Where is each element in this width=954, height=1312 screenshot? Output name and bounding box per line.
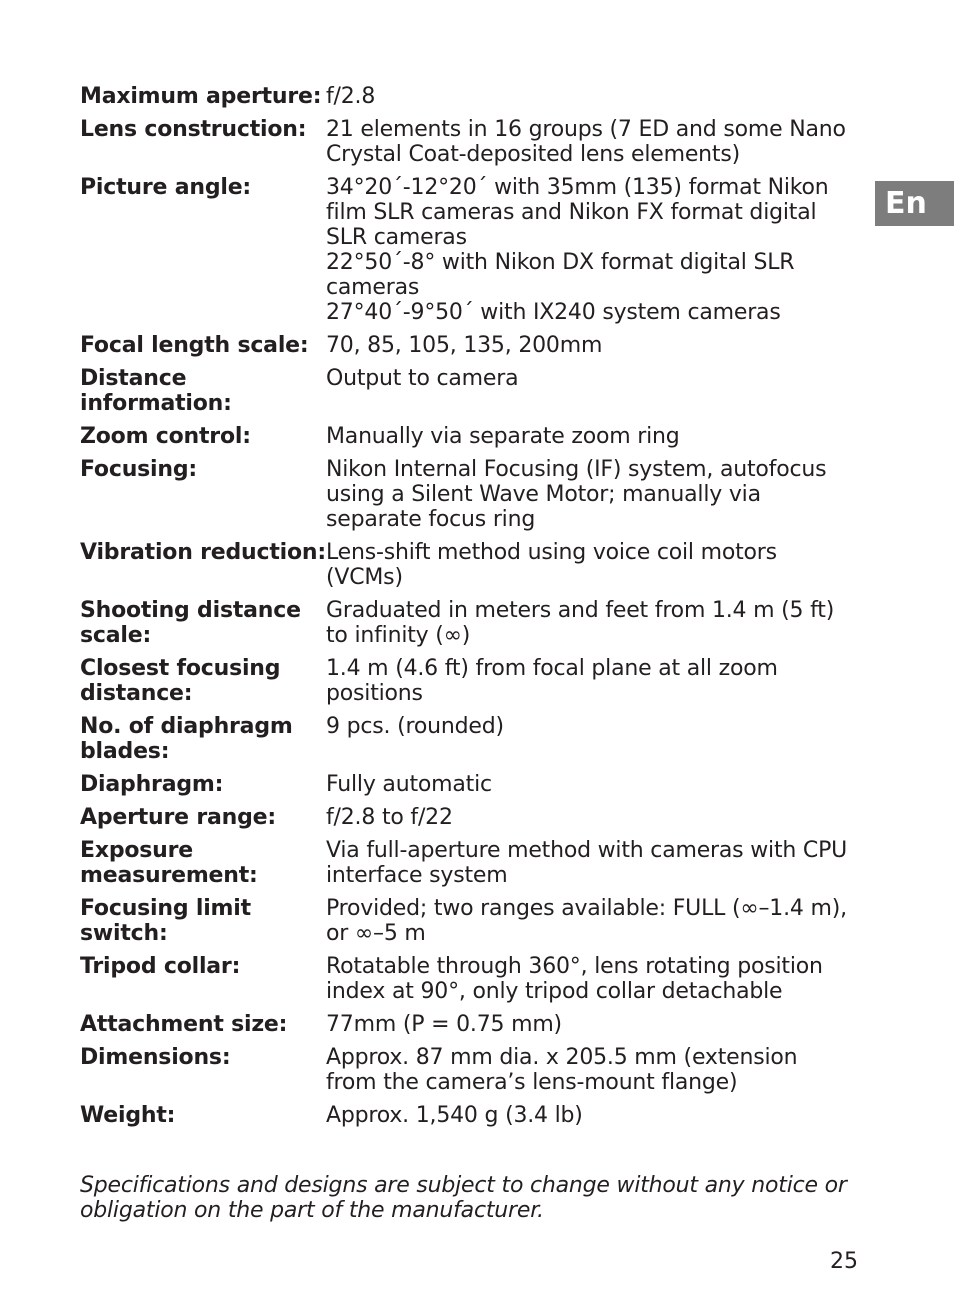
spec-value (326, 954, 850, 1012)
spec-value (326, 896, 850, 954)
spec-value (326, 714, 850, 772)
spec-value (326, 366, 850, 424)
spec-row (80, 656, 850, 714)
spec-row (80, 1103, 850, 1136)
spec-row (80, 333, 850, 366)
spec-row (80, 805, 850, 838)
spec-value (326, 333, 850, 366)
spec-value-line: 77mm (P = 0.75 mm) (326, 1012, 562, 1037)
spec-label: Attachment size: (80, 1012, 288, 1037)
spec-label: Aperture range: (80, 805, 276, 830)
disclaimer-note: Specifications and designs are subject to change without any notice or obligation on the part of the manufacturer. (80, 1173, 847, 1223)
spec-row (80, 838, 850, 896)
spec-row (80, 954, 850, 1012)
spec-label: Distance information: (80, 366, 232, 416)
spec-label: Shooting distance scale: (80, 598, 301, 648)
spec-value-line: Via full-aperture method with cameras with CPU interface system (326, 838, 848, 888)
spec-value (326, 84, 850, 117)
spec-value-line: Approx. 87 mm dia. x 205.5 mm (extension from the camera’s lens-mount flange) (326, 1045, 798, 1095)
spec-value-line: f/2.8 to f/22 (326, 805, 453, 830)
spec-row (80, 896, 850, 954)
spec-value-line: Fully automatic (326, 772, 492, 797)
spec-value (326, 598, 850, 656)
specifications-table (80, 84, 850, 1136)
spec-row (80, 424, 850, 457)
spec-value (326, 457, 850, 540)
spec-value-line: Approx. 1,540 g (3.4 lb) (326, 1103, 583, 1128)
spec-value-line: f/2.8 (326, 84, 376, 109)
spec-value (326, 540, 850, 598)
spec-label: Focal length scale: (80, 333, 309, 358)
spec-row (80, 598, 850, 656)
spec-label: Focusing limit switch: (80, 896, 251, 946)
spec-label: Weight: (80, 1103, 176, 1128)
spec-label: Closest focusing distance: (80, 656, 281, 706)
spec-value-line: Manually via separate zoom ring (326, 424, 680, 449)
spec-row (80, 117, 850, 175)
page-number: 25 (830, 1249, 858, 1274)
spec-value-line: 9 pcs. (rounded) (326, 714, 504, 739)
spec-value-line: 22°50´-8° with Nikon DX format digital SLR cameras (326, 250, 795, 300)
spec-value-line: 21 elements in 16 groups (7 ED and some Nano Crystal Coat-deposited lens elements) (326, 117, 846, 167)
spec-value (326, 1012, 850, 1045)
spec-value-line: 27°40´-9°50´ with IX240 system cameras (326, 300, 781, 325)
spec-value (326, 175, 850, 333)
spec-row (80, 457, 850, 540)
spec-value (326, 117, 850, 175)
spec-row (80, 1045, 850, 1103)
spec-value-line: 1.4 m (4.6 ft) from focal plane at all zoom positions (326, 656, 778, 706)
spec-value-line: Nikon Internal Focusing (IF) system, autofocus using a Silent Wave Motor; manually via separate focus ring (326, 457, 827, 532)
spec-label: Diaphragm: (80, 772, 224, 797)
spec-row (80, 175, 850, 333)
spec-value-line: Graduated in meters and feet from 1.4 m (5 ft) to infinity (∞) (326, 598, 835, 648)
spec-row (80, 366, 850, 424)
spec-value-line: Provided; two ranges available: FULL (∞–1.4 m), or ∞–5 m (326, 896, 847, 946)
spec-value-line: Lens-shift method using voice coil motors (VCMs) (326, 540, 777, 590)
spec-label: Picture angle: (80, 175, 252, 200)
spec-value (326, 838, 850, 896)
spec-value (326, 424, 850, 457)
spec-value (326, 1103, 850, 1136)
spec-row (80, 1012, 850, 1045)
spec-label: Zoom control: (80, 424, 251, 449)
spec-value (326, 1045, 850, 1103)
spec-value (326, 805, 850, 838)
spec-value-line: 70, 85, 105, 135, 200mm (326, 333, 603, 358)
spec-value-line: Output to camera (326, 366, 519, 391)
spec-row (80, 84, 850, 117)
language-tab: En (875, 181, 954, 226)
spec-label: Maximum aperture: (80, 84, 322, 109)
spec-row (80, 772, 850, 805)
spec-value-line: 34°20´-12°20´ with 35mm (135) format Nikon film SLR cameras and Nikon FX format digital SLR cameras (326, 175, 829, 250)
spec-label: No. of diaphragm blades: (80, 714, 293, 764)
spec-label: Focusing: (80, 457, 197, 482)
spec-label: Exposure measurement: (80, 838, 258, 888)
spec-value-line: Rotatable through 360°, lens rotating position index at 90°, only tripod collar detachable (326, 954, 823, 1004)
spec-value (326, 656, 850, 714)
spec-value (326, 772, 850, 805)
spec-label: Vibration reduction: (80, 540, 326, 565)
spec-row (80, 540, 850, 598)
spec-label: Lens construction: (80, 117, 307, 142)
spec-row (80, 714, 850, 772)
spec-label: Tripod collar: (80, 954, 241, 979)
specifications-body (80, 84, 850, 1136)
spec-label: Dimensions: (80, 1045, 231, 1070)
